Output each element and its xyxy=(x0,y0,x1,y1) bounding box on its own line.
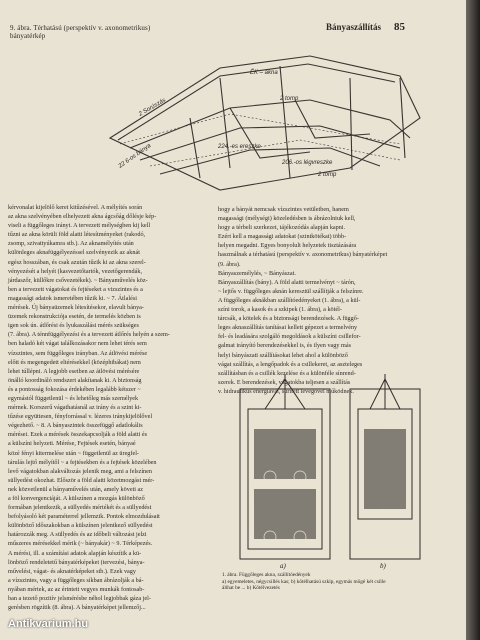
figure-caption-line: bányatérkép xyxy=(10,32,46,40)
text-line: közé fényi kitermelése után ~ függetlenül az üregfel- xyxy=(8,449,139,457)
map-label: 2 tomp xyxy=(318,172,337,178)
text-line: lehet túllépni. A legjobb esetben az átlövési mérésére xyxy=(8,367,140,375)
text-line: a vízszintes, vagy a függőleges síkban ábrázolják a bá- xyxy=(8,576,144,584)
caption-line: álihat be ... b) Kötélvezetés xyxy=(222,585,280,591)
text-line: mérnek. Korszerű vágathatásnál az irány és a szint ki- xyxy=(8,404,142,412)
text-line: határozzák meg. A süllyedés és az időbeli változást jelzi xyxy=(8,531,147,539)
text-line: a föl konvergenciáját. A külszínen a mozgás különböző xyxy=(8,495,145,502)
right-text-column xyxy=(218,205,428,395)
text-line: lönböző rendeletetű bányatérképeket (tervezési, bánya- xyxy=(8,558,145,566)
text-line: befolyásoló két paraméterrel jellemzik. Pontok elmozdulásait xyxy=(8,513,160,521)
map-label: 206.-os légvreszke xyxy=(282,160,333,166)
text-line: járdaszőr, küllőkre csővezetékek). ~ Bányaművelés köz- xyxy=(8,276,148,284)
text-line: igen sok ún. átlőrési és lyukaszálási mérés szükséges xyxy=(8,322,139,330)
text-line: szerek. E berendezések, vágatokba teljesen a szállítás xyxy=(218,378,351,386)
text-line: az akna szelvényében elhelyezett akna ágcsőág dőlésje kép- xyxy=(8,213,157,221)
text-line: tűzése együttesen, fényforrással v. lézeres iránykijelölővel xyxy=(8,413,153,421)
text-line: szállításban és a csillék kezelése és a különféle sínrend- xyxy=(218,369,356,377)
text-line: vágat szállítás, a lengőpadok és a csillekeret, az aszteleges xyxy=(218,360,363,368)
text-line: különleges aknafüggélyezéssel szelvényezik az aknát xyxy=(8,249,140,257)
page-number: 85 xyxy=(394,21,405,33)
text-line: üzemek rekonstrukciója esetén, de termelés közben is xyxy=(8,313,141,321)
text-line: formában jelentkezik, a süllyedés mértékét és a süllyedést xyxy=(8,504,152,512)
text-line: fel- és leadására szolgáló megoldások a külszíni csillefor- xyxy=(218,333,361,341)
figure-caption-line: 9. ábra. Térhatású (perspektív v. axonometrikus) xyxy=(10,24,151,32)
text-line: kérvonalat kijelölő keret kitűzésével. A mélyítés során xyxy=(8,204,143,211)
text-line: helyen megadni. Egyes bonyolult helyzetek tisztázására xyxy=(218,242,357,250)
text-line: ben a tervezett vágatokat és fejtéseket a vizszintes és a xyxy=(8,285,143,293)
text-line: nek közvetlenül a bányaművelés után, amely követi az xyxy=(8,485,144,493)
left-text-column xyxy=(8,203,198,612)
text-line: vényezését a helyét (kasvezetőtartók, vezetőgerendák, xyxy=(8,267,142,275)
watermark-logo: Antikvarium.hu xyxy=(8,618,89,630)
text-line: különböző időszakokban a külszínen jelentkező süllyedést xyxy=(8,522,153,530)
text-line: és a pontosság fokozása érdekében legalább kétszer ~ xyxy=(8,385,141,393)
text-line: tárcsák, a kötelek és a biztonsági berendezések. A függő- xyxy=(218,315,359,323)
text-line: egész hosszában, és csak azután tűzik ki az akna szerel- xyxy=(8,258,146,266)
map-label: 224.-es ereszke xyxy=(218,144,261,150)
text-line: ~ lejtős v. függőleges aknán keresztül szállítják a felszínre. xyxy=(218,287,364,295)
text-line: nyában mértek, az az érintett vegyes munkák fontosab- xyxy=(8,585,145,593)
text-line: Ezért kell a magassági adatokat (szintkötékat) több- xyxy=(218,233,347,241)
book-spine xyxy=(466,0,480,640)
text-line: művelési, vágat- és aknatérképeket stb.). Ezek vagy xyxy=(8,567,136,575)
text-line: végezhető. ~ 8. A bányaszintek összefüggő adatlokális xyxy=(8,422,143,430)
text-line: önálló koordináló rendszert alakítanak ki. A biztonság xyxy=(8,376,142,384)
map-label: 22 6-os bánya xyxy=(117,142,153,170)
map-label: 2 tomp xyxy=(280,96,299,102)
map-label: ÉK – akna xyxy=(250,70,278,76)
text-line: mérések. Új bányaüzemek létesítésekor, elavult bánya- xyxy=(8,304,144,312)
text-line: műszeres mérésekkel mérik (~ bányakár) ~ 9. Térképezés. xyxy=(8,540,153,548)
map-label: 2 Sorúszás xyxy=(138,97,167,118)
figure-part-label: a) xyxy=(280,562,286,570)
figure-part-label: b) xyxy=(380,562,386,570)
text-line: helyi bányászati szállításokat lehet ahol a különböző xyxy=(218,351,348,359)
text-line: magassági (mélységi) közeledésben is ábrázolniuk kell, xyxy=(218,215,356,223)
text-line: levő vágatokban alakváltozás jelenik meg, ami a felszínen xyxy=(8,467,152,475)
running-title: Bányaszállítás xyxy=(326,22,382,32)
text-line: magassági adatok ismeretében tűzik ki. ~ 7. Átlalési xyxy=(8,294,137,302)
text-line: galmat irányító berendezésekkel is, és ilyen vagy más xyxy=(218,342,351,350)
perspective-mine-map xyxy=(100,48,432,200)
text-line: (7. ábra). A ténnfüggélyezési és a tervezett átlőrés helyén a szem- xyxy=(8,331,170,339)
text-line: tárulás lejtő mélyítől ~ a fejtésekben és a fejtések közelében xyxy=(8,458,157,466)
text-line: ben haladó két vágat találkozásakor nem lehet térés sem xyxy=(8,340,147,348)
text-line: mérései. Ezek a mérések összekapcsolják a föld alatti és xyxy=(8,431,147,439)
text-line: ban a tezető pozitív jelsmérésbe néhol legjobbak gáza jel- xyxy=(8,595,151,603)
text-line: hogy a bányát nemcsak vízszintes vetületben, hanem xyxy=(218,206,349,213)
text-line: Bányaszemélylés, ~ Bányászat. xyxy=(218,269,296,277)
caption-line: 1. ábra. Függőleges akna, szállítóedények xyxy=(222,572,311,578)
text-line: süllyedést okozhat. Először a föld alatti közetmozgást mér- xyxy=(8,476,155,484)
caption-line: a) egyemeletes, négycsillés kas; b) kötélhatású szkip, egymás mögé két csille xyxy=(222,578,386,585)
text-line: viseli a függőleges irányt. A tervezett mélységben kij kell xyxy=(8,222,151,230)
text-line: egymástól függetlenül ~ és lehetőleg más személyek xyxy=(8,394,139,402)
text-line: vízszintes, sem függőleges irányban. Az átlövési mérése xyxy=(8,349,148,357)
shaft-conveyance-illustration xyxy=(220,369,434,569)
figure-caption-header xyxy=(10,24,210,40)
text-line: színi torok, a kasok és a szkipek (1. ábra), a kötél- xyxy=(218,306,342,314)
text-line: a külszíni helyzeti. Mérése, Fejtések esetén, bányaé xyxy=(8,440,136,448)
text-line: előtt és megengedett eltérésekkel (középhibákat) nem xyxy=(8,358,141,366)
text-line: (9. ábra). xyxy=(218,260,241,268)
text-line: hogy a térbeli szerkezet, tájékozódás alapján kapni. xyxy=(218,224,346,232)
text-line: A függőleges aknákban szállítóedényeket (1. ábra), a kül- xyxy=(218,296,361,304)
text-line: A mérési, ill. a számítási adatok alapján készítik a kü- xyxy=(8,549,142,557)
text-line: zsomp, szivattyúkamra stb.). Az aknamélyítés után xyxy=(8,240,134,248)
text-line: gerésben rögzítik (8. ábra). A bányatérképet jellemzőj... xyxy=(8,604,146,612)
text-line: v. hidraulikus energiával, sűrített levegővel működnek. xyxy=(218,387,354,395)
text-line: tűzni az akna körüli föld alatti létesítményeket (rakodó, xyxy=(8,231,146,239)
text-line: haszmálnak a térhatású (perspektív v. axonometrikus) bányatérképet xyxy=(218,251,388,259)
figure-caption-bottom xyxy=(222,572,428,592)
text-line: leges aknaszállítás tanításai kellett gépezet a termelvény xyxy=(218,324,358,332)
text-line: Bányaszállítás (bány). A föld alatti termelvényt ~ tárón, xyxy=(218,278,356,286)
